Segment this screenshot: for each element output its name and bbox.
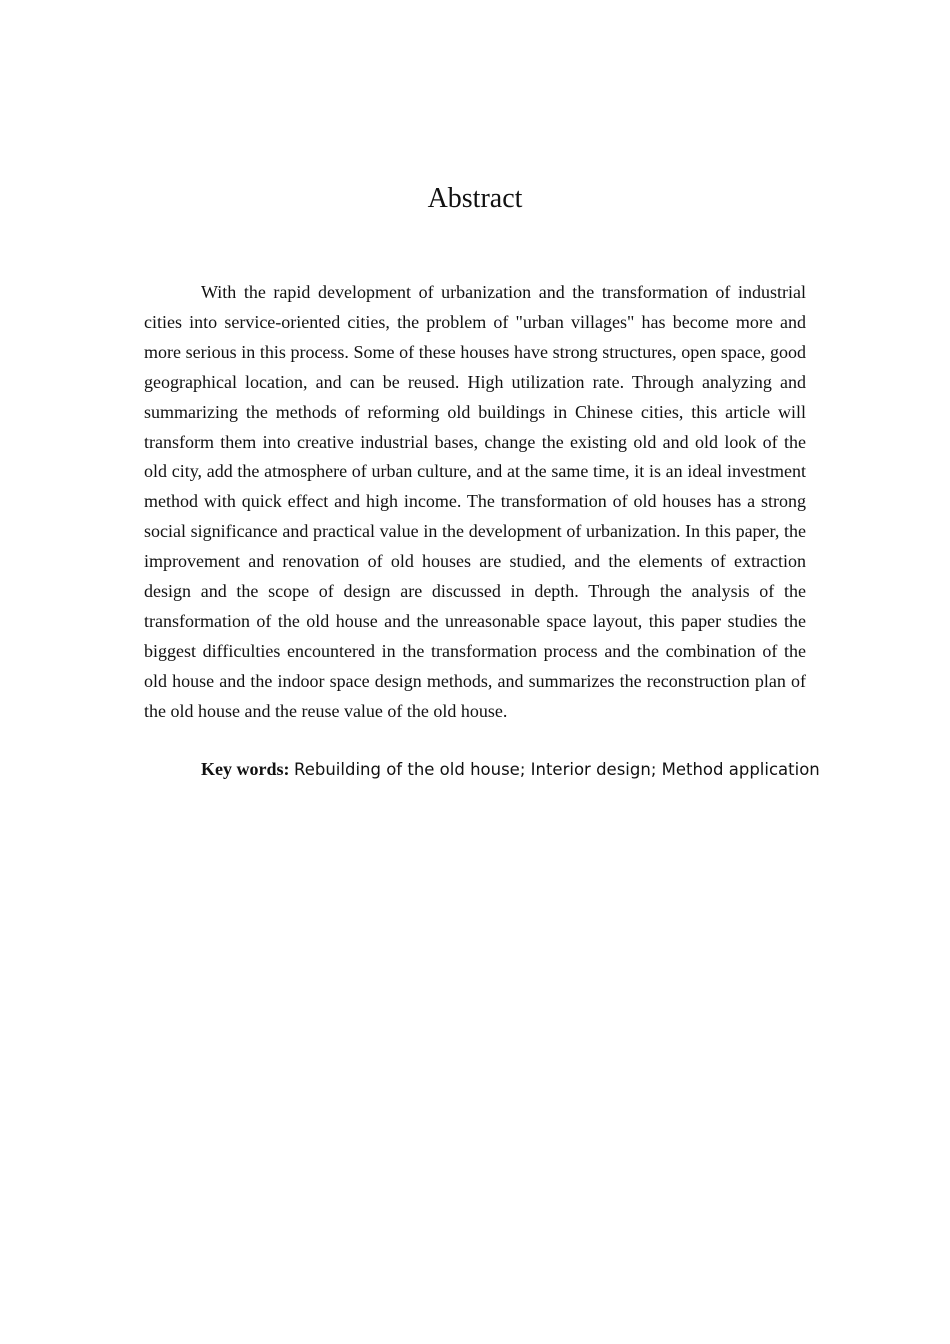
keywords-line (144, 754, 820, 785)
abstract-paragraph: With the rapid development of urbanization and the transformation of industrial cities into service-oriented cities, the problem of "urban villages" has become more and more serious in this process. Some of these houses have strong structures, open space, good geographical location, and can be reused. High utilization rate. Through analyzing and summarizing the methods of reforming old buildings in Chinese cities, this article will transform them into creative industrial bases, change the existing old and old look of the old city, add the atmosphere of urban culture, and at the same time, it is an ideal investment method with quick effect and high income. The transformation of old houses has a strong social significance and practical value in the development of urbanization. In this paper, the improvement and renovation of old houses are studied, and the elements of extraction design and the scope of design are discussed in depth. Through the analysis of the transformation of the old house and the unreasonable space layout, this paper studies the biggest difficulties encountered in the transformation process and the combination of the old house and the indoor space design methods, and summarizes the reconstruction plan of the old house and the reuse value of the old house. (144, 282, 806, 721)
keywords-value: Rebuilding of the old house; Interior design; Method application (294, 760, 820, 779)
page-title: Abstract (427, 183, 523, 214)
keywords-label: Key words: (201, 759, 290, 779)
